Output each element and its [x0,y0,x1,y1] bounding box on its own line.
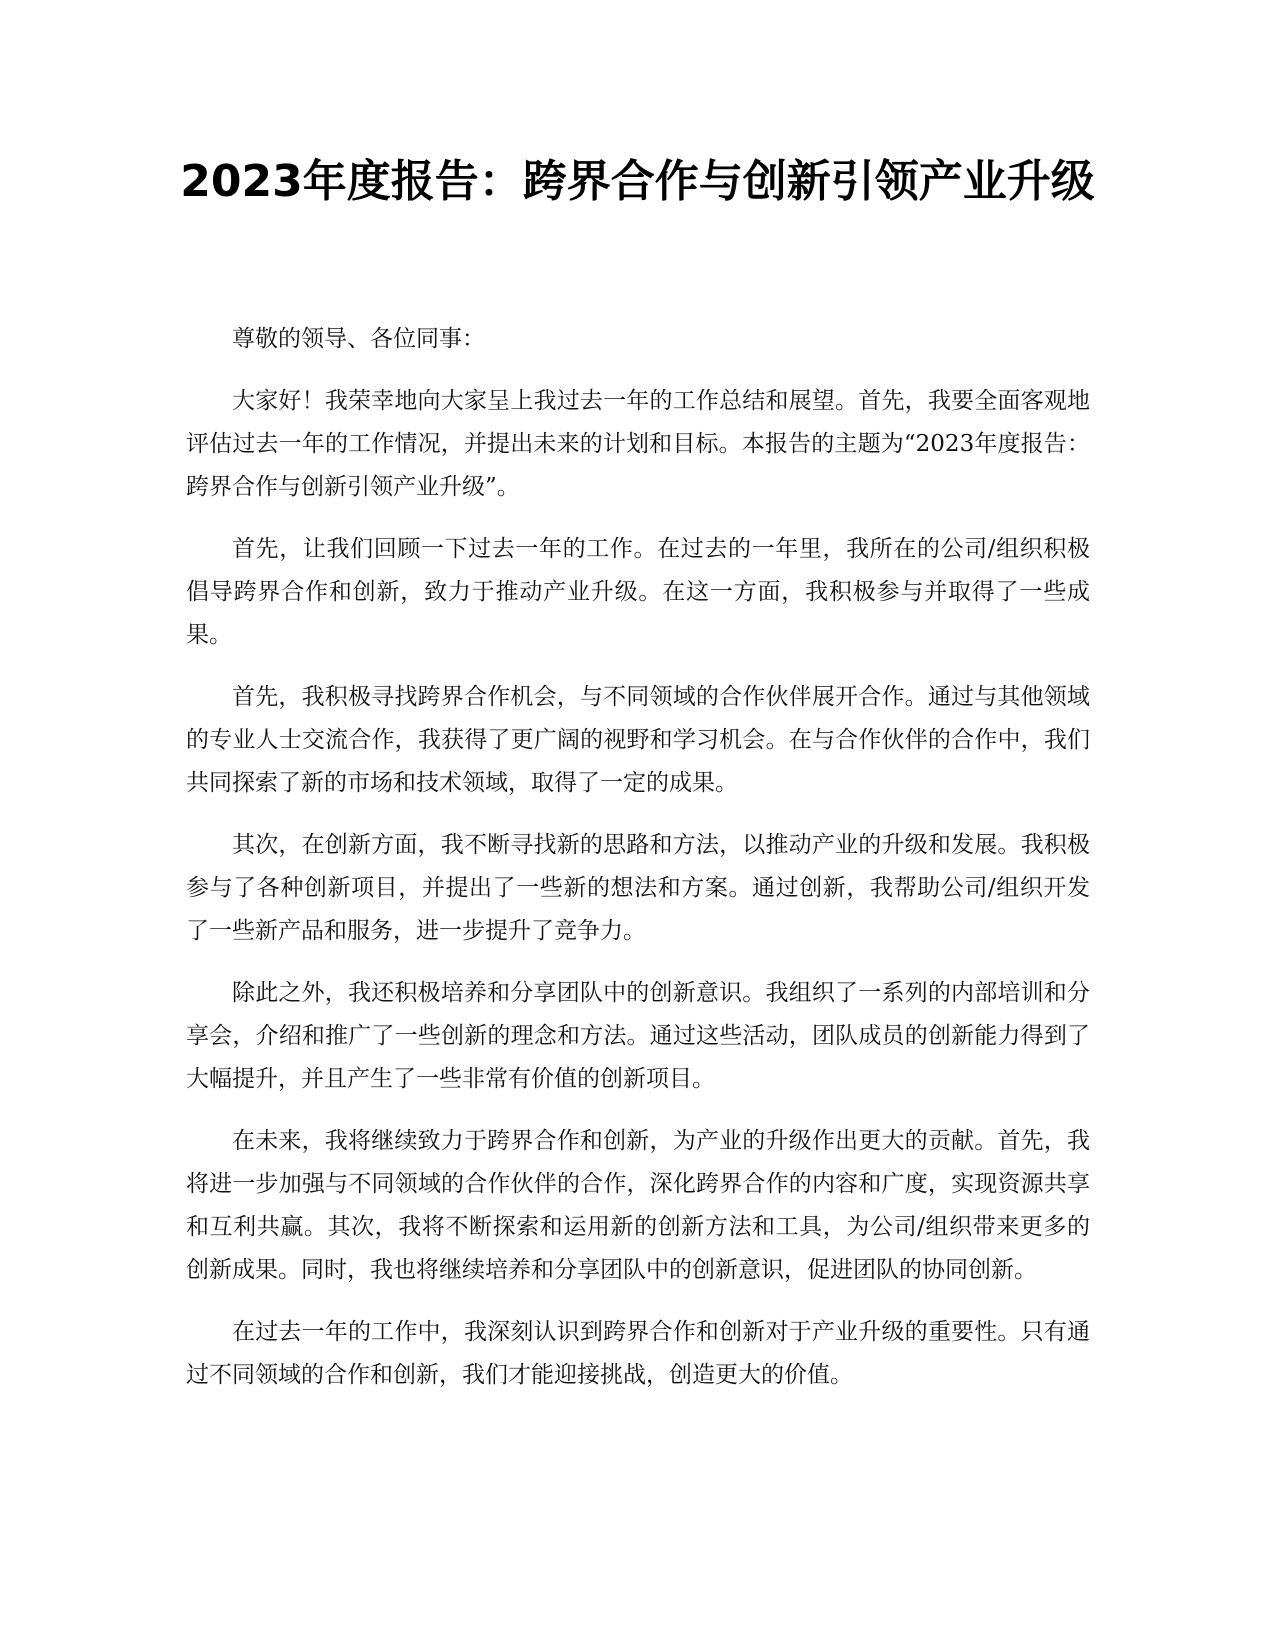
future-paragraph: 在未来，我将继续致力于跨界合作和创新，为产业的升级作出更大的贡献。首先，我将进一步加强与不同领域的合作伙伴的合作，深化跨界合作的内容和广度，实现资源共享和互利共赢。其次，我将不断探索和运用新的创新方法和工具，为公司/组织带来更多的创新成果。同时，我也将继续培养和分享团队中的创新意识，促进团队的协同创新。 [186,1128,1090,1283]
reflection-paragraph: 在过去一年的工作中，我深刻认识到跨界合作和创新对于产业升级的重要性。只有通过不同领域的合作和创新，我们才能迎接挑战，创造更大的价值。 [186,1319,1090,1388]
salutation-paragraph: 尊敬的领导、各位同事： [232,326,485,352]
intro-paragraph: 大家好！我荣幸地向大家呈上我过去一年的工作总结和展望。首先，我要全面客观地评估过去一年的工作情况，并提出未来的计划和目标。本报告的主题为“2023年度报告：跨界合作与创新引领产业升级”。 [186,388,1090,500]
innovation-paragraph: 其次，在创新方面，我不断寻找新的思路和方法，以推动产业的升级和发展。我积极参与了各种创新项目，并提出了一些新的想法和方案。通过创新，我帮助公司/组织开发了一些新产品和服务，进一步提升了竞争力。 [186,832,1090,944]
team-paragraph: 除此之外，我还积极培养和分享团队中的创新意识。我组织了一系列的内部培训和分享会，介绍和推广了一些创新的理念和方法。通过这些活动，团队成员的创新能力得到了大幅提升，并且产生了一些非常有价值的创新项目。 [186,980,1090,1092]
document-title: 2023年度报告：跨界合作与创新引领产业升级 [180,156,1095,207]
review-paragraph: 首先，让我们回顾一下过去一年的工作。在过去的一年里，我所在的公司/组织积极倡导跨界合作和创新，致力于推动产业升级。在这一方面，我积极参与并取得了一些成果。 [186,536,1090,648]
document-body [186,318,1090,1416]
cooperation-paragraph: 首先，我积极寻找跨界合作机会，与不同领域的合作伙伴展开合作。通过与其他领域的专业人士交流合作，我获得了更广阔的视野和学习机会。在与合作伙伴的合作中，我们共同探索了新的市场和技术领域，取得了一定的成果。 [186,684,1090,796]
